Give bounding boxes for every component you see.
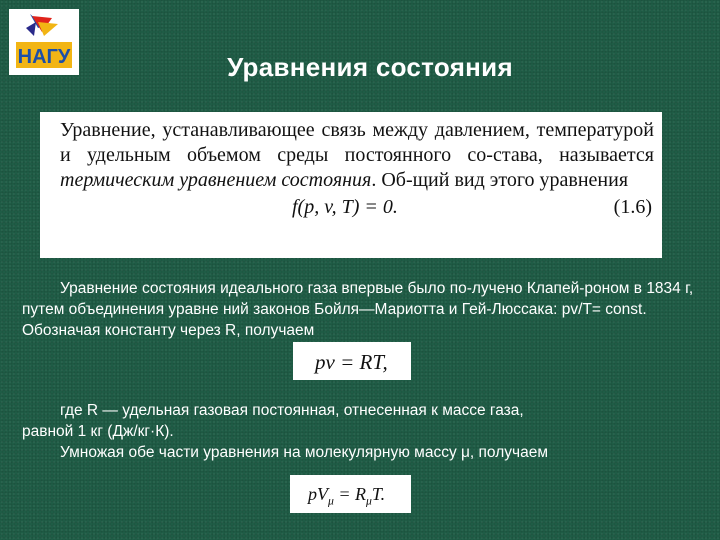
paragraph2-line3: Умножая обе части уравнения на молекулярную массу μ, получаем bbox=[60, 444, 548, 461]
scan-equation-line bbox=[60, 195, 654, 220]
logo-text: НАГУ bbox=[17, 46, 71, 68]
scanned-text-box bbox=[40, 112, 662, 258]
scan-emphasis: термическим уравнением состояния bbox=[60, 169, 372, 191]
formula2-rhs-end: T. bbox=[371, 484, 386, 504]
slide-title: Уравнения состояния bbox=[227, 52, 513, 82]
paragraph-gas-constant bbox=[22, 400, 702, 463]
formula2-lhs: pV bbox=[308, 484, 328, 504]
formula2-lhs-sub: μ bbox=[328, 494, 334, 508]
formula2-rhs-sub: μ bbox=[366, 494, 372, 508]
scan-text-after: . Об-щий вид этого уравнения bbox=[371, 169, 629, 191]
paragraph-clapeyron bbox=[22, 278, 702, 341]
scan-paragraph bbox=[60, 118, 654, 193]
scan-equation-number: (1.6) bbox=[613, 196, 652, 218]
formula-ideal-gas: pv = RT, bbox=[293, 342, 411, 380]
formula2-eq: = R bbox=[333, 484, 367, 504]
paragraph1-text: Уравнение состояния идеального газа впервые было по-лучено Клапей-роном в 1834 г, путем объединения уравне ний законов Бойля—Мариотта и Гей-Люссака: pv/T= const. Обозначая константу через R, получаем bbox=[22, 280, 694, 339]
scan-equation: f(p, v, T) = 0. bbox=[292, 196, 398, 218]
scan-text-before: Уравнение, устанавливающее связь между давлением, температурой и удельным объемом среды постоянного со-става, называется bbox=[60, 119, 654, 166]
paragraph2-line2: равной 1 кг (Дж/кг·К). bbox=[22, 423, 174, 440]
formula-molar bbox=[290, 475, 411, 513]
paragraph2-line1: где R — удельная газовая постоянная, отнесенная к массе газа, bbox=[60, 402, 524, 419]
